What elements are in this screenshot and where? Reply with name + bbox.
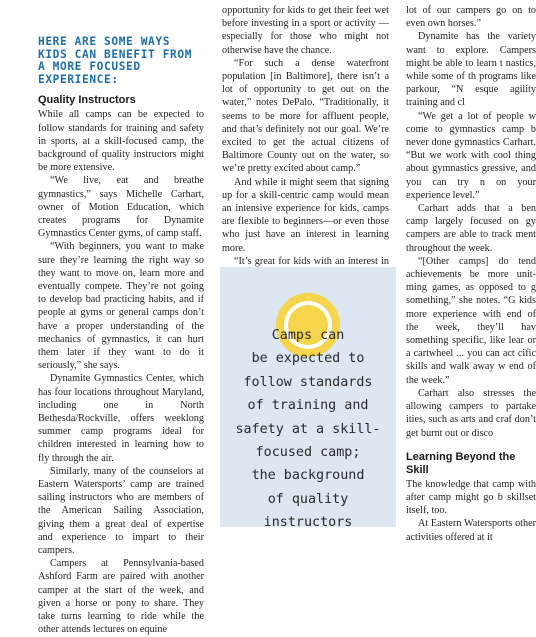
paragraph: Dynamite Gymnastics Center, which has four locations throughout Maryland, including one in North Bethesda/Rockville, offers weeklong summer camp programs ideal for children interested in learning how to fly through the air.	[38, 373, 204, 464]
pull-quote-line: Camps can	[271, 328, 345, 343]
pull-quote-line: instructors	[263, 515, 353, 531]
column-1	[38, 36, 204, 637]
paragraph: Campers at Pennsylvania-based Ashford Farm are paired with another camper at the start of the week, and given a horse or pony to share. They take turns learning to ride while the other attends lectures on equine	[38, 558, 204, 636]
pull-quote-line: of training and	[247, 398, 369, 414]
paragraph: Carhart also stresses the allowing campers to partake ities, such as arts and craf don’t get burnt out or disco	[406, 387, 536, 439]
paragraph: The knowledge that camp with after camp might go b skillset itself, too.	[406, 478, 536, 517]
subhead-learning-beyond: Learning Beyond the Skill	[406, 450, 516, 476]
paragraph: opportunity for kids to get their feet wet before investing in a sport or activity — especially for those who might not otherwise have the chance.	[222, 5, 389, 56]
paragraph: “It’s great for kids with an interest in	[234, 255, 389, 267]
pull-quote-line: safety at a skill-	[235, 421, 381, 437]
paragraph: At Eastern Watersports other activities offered at it	[406, 518, 536, 543]
paragraph: While all camps can be expected to follow standards for training and safety in sports, at a skill-focused camp, the background of quality instructors might be more extensive.	[38, 109, 204, 174]
paragraph: “We live, eat and breathe gymnastics,” says Michelle Carhart, owner of Motion Education, which creates programs for Dynamite Gymnastics Center gyms, of camp staff.	[38, 175, 204, 240]
paragraph: lot of our campers go on to even own horses.”	[406, 5, 536, 30]
pull-quote-line: the background	[251, 468, 365, 484]
paragraph: Similarly, many of the counselors at Eastern Watersports’ camp are trained sailing instructors who are members of the American Sailing Association, giving them a great deal of expertise and experience to impart to their campers.	[38, 465, 204, 557]
pull-quote-line: of quality	[267, 491, 349, 507]
column-2	[222, 4, 389, 308]
paragraph: And while it might seem that signing up for a skill-centric camp would mean an intensive experience for kids, camps are flexible to beginners—or even those who just have an interest in learning more.	[222, 176, 389, 254]
paragraph: “[Other camps] do tend achievements be more unit- ming games, as opposed to g something,” she notes. “G kids more experience with end of the week, they’ll hav something specific, like lear or a cartwheel ... you can act cific skills and walk away w end of the week.”	[406, 255, 536, 386]
paragraph: Dynamite has the variety want to explore. Campers might be able to learn t nastics, while some of th programs like parkour, “N esque agility training and cl	[406, 31, 536, 109]
pull-quote-line: focused camp;	[255, 445, 361, 461]
paragraph: “We get a lot of people w come to gymnastics camp b never done gymnastics Carhart. “But we work with cool thing about gymnastics gressive, and you can try n on your experience level.”	[406, 110, 536, 201]
pull-quote-text	[220, 324, 396, 535]
section-headline: HERE ARE SOME WAYS KIDS CAN BENEFIT FROM A MORE FOCUSED EXPERIENCE:	[38, 35, 193, 86]
paragraph: Carhart adds that a ben camp largely focused on gy campers are able to track ment throughout the week.	[406, 203, 536, 254]
pull-quote-line: follow standards	[243, 374, 373, 390]
paragraph: “With beginners, you want to make sure they’re learning the right way so they want to move on, learn more and eventually compete. They’re not going to develop bad practicing habits, and if people at gyms or general camps don’t have a proper understanding of the mechanics of gymnastics, it can hurt them later if they want to do it seriously,” she says.	[38, 241, 204, 372]
subhead-quality-instructors: Quality Instructors	[38, 94, 136, 107]
pull-quote-box	[220, 267, 396, 531]
paragraph: “For such a dense waterfront population [in Baltimore], there isn’t a lot of opportunity to get out on the water,” notes DePalo. “Traditionally, it seems to be more for affluent people, and that’s definitely not our goal. We’re excited to get the actual citizens of Baltimore County out on the water, so we’re pretty excited about camp.”	[222, 57, 389, 175]
column-3	[406, 4, 536, 544]
pull-quote-line: be expected to	[251, 351, 365, 367]
